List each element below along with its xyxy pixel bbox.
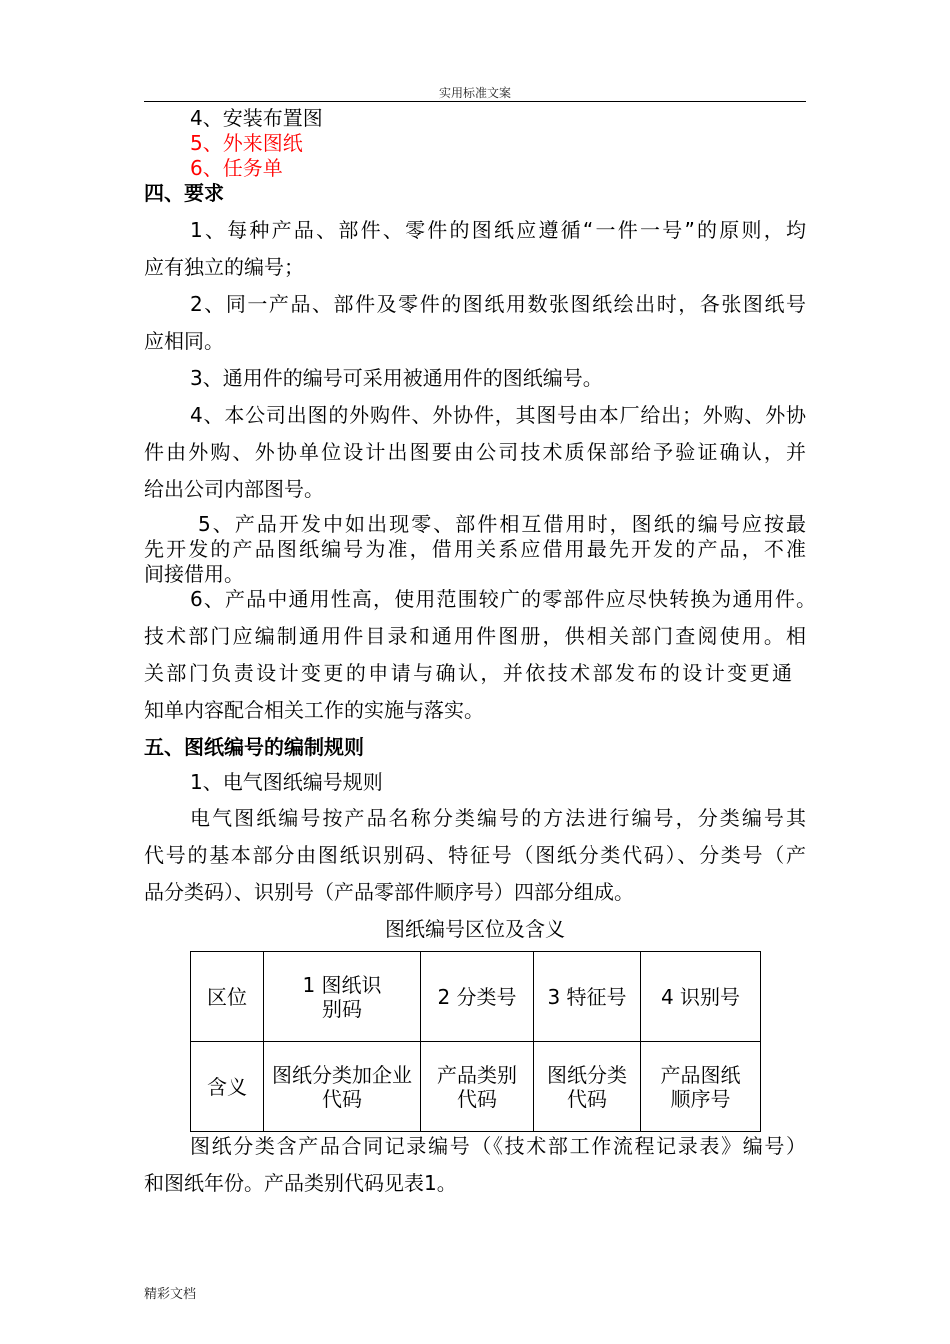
header-divider bbox=[144, 101, 806, 102]
paragraph-line: 关部门负责设计变更的申请与确认，并依技术部发布的设计变更通 bbox=[144, 661, 792, 685]
paragraph-line: 件由外购、外协单位设计出图要由公司技术质保部给予验证确认，并 bbox=[144, 440, 806, 464]
drawing-number-table bbox=[190, 951, 761, 1132]
table-cell: 图纸分类代码 bbox=[534, 1042, 641, 1132]
list-item-5: 5、外来图纸 bbox=[190, 131, 303, 155]
section-5-subheading: 1、电气图纸编号规则 bbox=[190, 770, 383, 794]
table-cell: 含义 bbox=[191, 1042, 264, 1132]
page-footer: 精彩文档 bbox=[144, 1287, 197, 1302]
table-cell: 区位 bbox=[191, 952, 264, 1042]
paragraph-line: 品分类码）、识别号（产品零部件顺序号）四部分组成。 bbox=[144, 880, 634, 904]
table-cell: 2 分类号 bbox=[421, 952, 534, 1042]
table-cell: 图纸分类加企业代码 bbox=[264, 1042, 421, 1132]
table-cell: 产品图纸顺序号 bbox=[641, 1042, 761, 1132]
table-cell: 产品类别代码 bbox=[421, 1042, 534, 1132]
paragraph-line: 和图纸年份。产品类别代码见表1。 bbox=[144, 1171, 457, 1195]
section-5-heading: 五、图纸编号的编制规则 bbox=[144, 735, 364, 759]
paragraph-line: 先开发的产品图纸编号为准，借用关系应借用最先开发的产品，不准 bbox=[144, 537, 806, 561]
list-item-6: 6、任务单 bbox=[190, 156, 283, 180]
paragraph-line: 应相同。 bbox=[144, 329, 224, 353]
paragraph-line: 6、产品中通用性高，使用范围较广的零部件应尽快转换为通用件。 bbox=[190, 587, 816, 611]
list-item-4: 4、安装布置图 bbox=[190, 106, 323, 130]
table-row bbox=[191, 952, 761, 1042]
paragraph-line: 代号的基本部分由图纸识别码、特征号（图纸分类代码）、分类号（产 bbox=[144, 843, 806, 867]
paragraph-line: 3、通用件的编号可采用被通用件的图纸编号。 bbox=[190, 366, 603, 390]
table-caption: 图纸编号区位及含义 bbox=[385, 917, 565, 941]
table-cell: 3 特征号 bbox=[534, 952, 641, 1042]
paragraph-line: 5、产品开发中如出现零、部件相互借用时，图纸的编号应按最 bbox=[198, 512, 806, 536]
paragraph-line: 知单内容配合相关工作的实施与落实。 bbox=[144, 698, 484, 722]
table-cell: 1 图纸识别码 bbox=[264, 952, 421, 1042]
paragraph-line: 4、本公司出图的外购件、外协件，其图号由本厂给出；外购、外协 bbox=[190, 403, 806, 427]
paragraph-line: 间接借用。 bbox=[144, 562, 244, 586]
section-4-heading: 四、要求 bbox=[144, 181, 224, 205]
paragraph-line: 给出公司内部图号。 bbox=[144, 477, 324, 501]
paragraph-line: 电气图纸编号按产品名称分类编号的方法进行编号，分类编号其 bbox=[190, 806, 806, 830]
paragraph-line: 应有独立的编号； bbox=[144, 255, 304, 279]
paragraph-line: 技术部门应编制通用件目录和通用件图册，供相关部门查阅使用。相 bbox=[144, 624, 806, 648]
table-row bbox=[191, 1042, 761, 1132]
paragraph-line: 2、同一产品、部件及零件的图纸用数张图纸绘出时，各张图纸号 bbox=[190, 292, 806, 316]
paragraph-line: 图纸分类含产品合同记录编号（《技术部工作流程记录表》编号） bbox=[190, 1134, 806, 1158]
page-header: 实用标准文案 bbox=[438, 86, 511, 100]
table-cell: 4 识别号 bbox=[641, 952, 761, 1042]
paragraph-line: 1、每种产品、部件、零件的图纸应遵循“一件一号”的原则，均 bbox=[190, 218, 806, 242]
